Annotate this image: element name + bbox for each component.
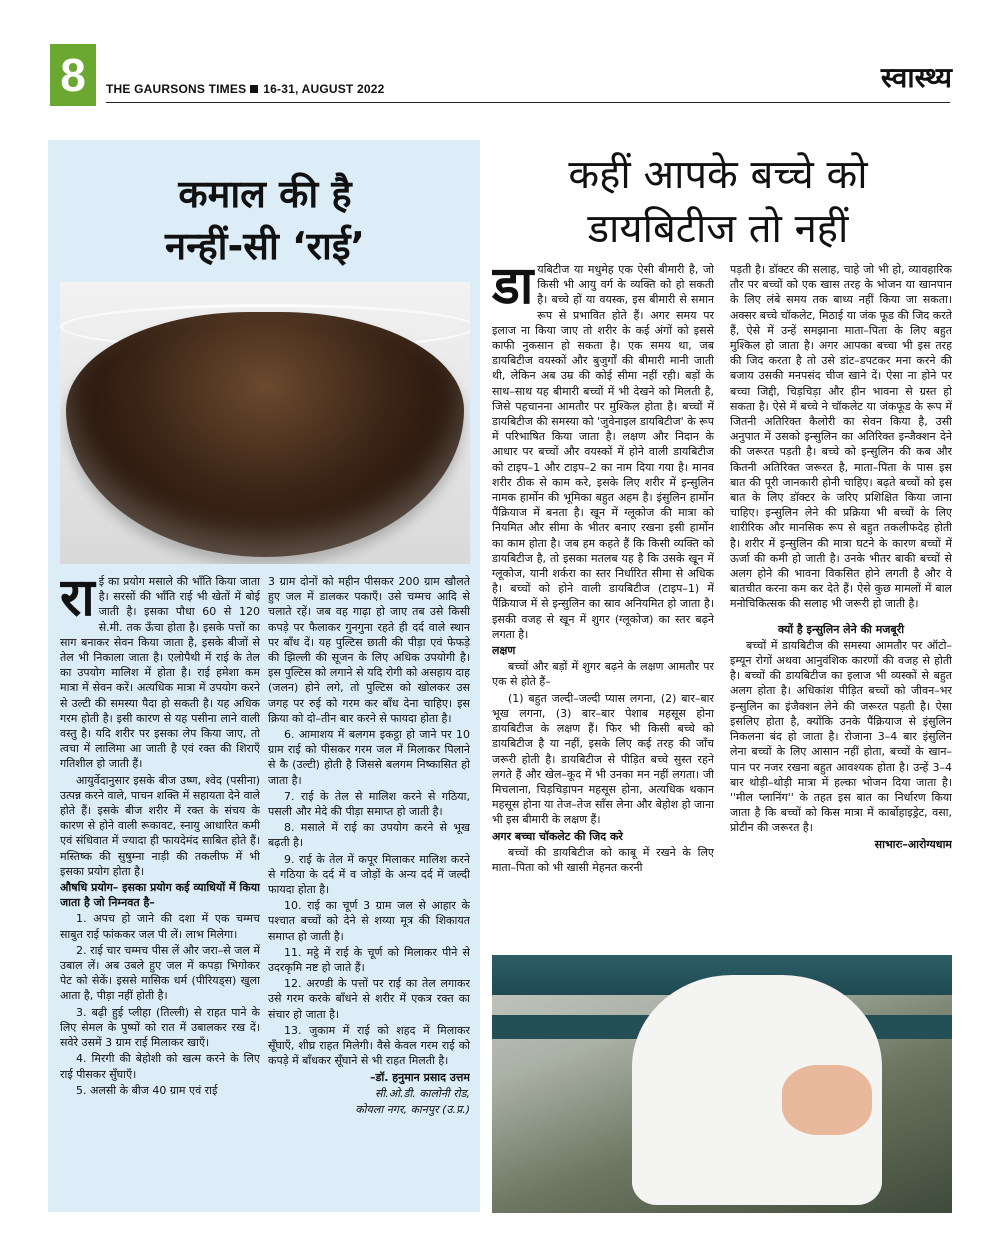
publication-name: THE GAURSONS TIMES	[106, 82, 247, 96]
list-item: 8. मसाले में राई का उपयोग करने से भूख बढ़ती है।	[268, 821, 470, 850]
list-item: 1. अपच हो जाने की दशा में एक चम्मच साबुत राई फांककर जल पी लें। लाभ मिलेगा।	[60, 912, 260, 941]
mustard-seeds-bowl-photo	[60, 282, 470, 564]
child-hand	[782, 1065, 872, 1135]
left-article-column-1	[60, 574, 260, 1204]
square-bullet-icon	[250, 85, 258, 93]
subhead: औषधि प्रयोग– इसका प्रयोग कई व्याधियों में किया जाता है जो निम्नवत है–	[60, 881, 260, 910]
para: बच्चों में डायबिटीज की समस्या आमतौर पर ऑटो–इम्यून रोगों अथवा आनुवंशिक कारणों की वजह से होती है। बच्चों की डायबिटीज का इलाज भी व्यस्कों से बहुत अलग होता है। अधिकांश पीड़ित बच्चों को जीवन–भर इन्सुलिन का इंजैक्शन लेने की जरूरत पड़ती है। ऐसा इसलिए होता है, क्योंकि उनके पैंक्रियाज से इंसुलिन निकलना बंद हो जाता है। रोजाना 3–4 बार इंसुलिन लेना बच्चों के लिए आसान नहीं होता, बच्चों के खान–पान पर नजर रखना बहुत आवश्यक होता है। उन्हें 3–4 बार थोड़ी–थोड़ी मात्रा में हल्का भोजन दिया जाता है। ''मील प्लानिंग'' के तहत इस बात का निर्धारण किया जाता है कि बच्चों को किस मात्रा में कार्बोहाइड्रेट, वसा, प्रोटीन की जरूरत है।	[730, 638, 952, 835]
para: (1) बहुत जल्दी–जल्दी प्यास लगना, (2) बार–बार भूख लगना, (3) बार–बार पेशाब महसूस होना डायबिटीज के लक्षण हैं। फिर भी किसी बच्चे को डायबिटीज है या नहीं, इसके लिए कई तरह की जाँच जरूरी होती है। डायबिटीज से पीड़ित बच्चे सुस्त रहने लगते हैं और खेल–कूद में भी उनका मन नहीं लगता। जी मिचलाना, चिड़चिड़ापन महसूस होना, अत्यधिक थकान महसूस होना या तेज–तेज साँस लेना और बेहोश हो जाना भी इस बीमारी के लक्षण हैं।	[492, 691, 714, 827]
list-item: 6. आमाशय में बलगम इकट्ठा हो जाने पर 10 ग्राम राई को पीसकर गरम जल में मिलाकर पिलाने से कै (उल्टी) होती है जिससे बलगम निष्कासित हो जाता है।	[268, 728, 470, 787]
page-number: 8	[50, 44, 96, 106]
author-address-2: कोयला नगर, कानपुर (उ.प्र.)	[355, 1102, 470, 1116]
list-item: 3. बढ़ी हुई प्लीहा (तिल्ली) से राहत पाने के लिए सेमल के पुष्पों को रात में उबालकर रख दें। सवेरे उसमें 3 ग्राम राई मिलाकर खाएँ।	[60, 1005, 260, 1050]
subhead: लक्षण	[492, 644, 516, 658]
right-headline-line2: डायबिटीज तो नहीं	[587, 206, 849, 252]
right-article-column-1	[492, 262, 714, 944]
author-name: –डॉ. हनुमान प्रसाद उत्तम	[370, 1070, 470, 1084]
left-headline-line1: कमाल की है	[178, 172, 352, 216]
right-headline-line1: कहीं आपके बच्चे को	[568, 152, 868, 198]
para: बच्चों की डायबिटीज को काबू में रखने के लिए माता–पिता को भी खासी मेहनत करनी	[492, 845, 714, 874]
issue-date: 16-31, AUGUST 2022	[263, 82, 385, 96]
para: राई का प्रयोग मसाले की भाँति किया जाता है। सरसों की भाँति राई भी खेतों में बोई जाती है। इसका पौधा 60 से 120 से.मी. तक ऊँचा होता है। इसके पत्तों का साग बनाकर सेवन किया जाता है, इसके बीजों से तेल भी निकाला जाता है। एलोपैथी में राई के तेल का उपयोग मालिश में होता है। राई हमेशा कम मात्रा में सेवन करें। अत्यधिक मात्रा में उपयोग करने से उल्टी की समस्या पैदा हो सकती है। यह अधिक गरम होती है। इसी कारण से यह पसीना लाने वाली वस्तु है। यदि शरीर पर इसका लेप किया जाए, तो त्वचा में लालिमा आ जाती है एवं रक्त की शिराएँ गतिशील हो जाती हैं।	[60, 574, 260, 771]
list-item: 10. राई का चूर्ण 3 ग्राम जल से आहार के पश्चात बच्चों को देने से शय्या मूत्र की शिकायत समाप्त हो जाती है।	[268, 899, 470, 943]
subhead: अगर बच्चा चॉकलेट की जिद करे	[492, 829, 623, 843]
dropcap: डा	[492, 262, 534, 316]
dropcap: रा	[60, 574, 95, 628]
list-item: 5. अलसी के बीज 40 ग्राम एवं राई	[76, 1083, 218, 1097]
list-item: 2. राई चार चम्मच पीस लें और जरा–से जल में उबाल लें। अब उबले हुए जल में कपड़ा भिगोकर पेट को सेकें। इससे मासिक धर्म (पीरियड्स) खुला आता है, पीड़ा नहीं होती है।	[60, 943, 260, 1003]
right-article-column-2	[730, 262, 952, 948]
para: 3 ग्राम दोनों को महीन पीसकर 200 ग्राम खौलते हुए जल में डालकर पकाएँ। उसे चम्मच आदि से चलाते रहें। जब वह गाढ़ा हो जाए तब उसे किसी कपड़े पर फैलाकर गुनगुना रहते ही दर्द वाले स्थान पर बाँध दें। यह पुल्टिस छाती की पीड़ा एवं फेफड़े की झिल्ली की सूजन के लिए अधिक उपयोगी है। इस पुल्टिस को लगाने से यदि रोगी को असहाय दाह (जलन) होने लगे, तो पुल्टिस को खोलकर उस जगह पर रुई को गरम कर बाँध देना चाहिए। इस क्रिया को दो–तीन बार करने से फायदा होता है।	[268, 575, 470, 725]
para: बच्चों और बड़ों में शुगर बढ़ने के लक्षण आमतौर पर एक से होते हैं–	[492, 660, 714, 689]
child-glucose-test-photo	[492, 955, 952, 1213]
left-headline-line2: नन्हीं-सी ‘राई’	[165, 224, 365, 268]
list-item: 13. जुकाम में राई को शहद में मिलाकर सूँघाएँ, शीघ्र राहत मिलेगी। वैसे केवल गरम राई को कपड़े में बाँधकर सूँघाने से भी राहत मिलती है।	[268, 1023, 470, 1068]
list-item: 7. राई के तेल से मालिश करने से गठिया, पसली और मेदे की पीड़ा समाप्त हो जाती है।	[268, 789, 470, 819]
subhead: क्यों है इन्सुलिन लेने की मजबूरी	[777, 622, 905, 636]
header-divider	[106, 102, 950, 103]
right-article-headline	[492, 148, 944, 256]
page-header	[0, 44, 1000, 114]
author-address-1: सी.ओ.डी. कालोनी रोड,	[374, 1086, 470, 1100]
credit: साभारः–आरोग्यधाम	[874, 837, 952, 851]
para: आयुर्वेदानुसार इसके बीज उष्ण, श्वेद (पसीना) उत्पन्न करने वाले, पाचन शक्ति में सहायता देने वाले होते हैं। इसके बीज शरीर में रक्त के संचय के कारण से होने वाली रूकावट, स्नायु आधारित कमी एवं संधिवात में ज्यादा ही फायदेमंद साबित होते हैं। मस्तिष्क की सुषुम्ना नाड़ी की तकलीफ में भी इसका प्रयोग होता है।	[60, 773, 260, 878]
left-article-column-2	[268, 574, 470, 1210]
masthead	[106, 82, 385, 96]
para: डायबिटीज या मधुमेह एक ऐसी बीमारी है, जो किसी भी आयु वर्ग के व्यक्ति को हो सकती है। बच्चे हों या वयस्क, इस बीमारी से समान रूप से प्रभावित होते हैं। अगर समय पर इलाज ना किया जाए तो शरीर के कई अंगों को इससे काफी नुकसान हो सकता है। एक समय था, जब डायबिटीज वयस्कों और बुजुर्गों की बीमारी मानी जाती थी, लेकिन अब उम्र की कोई सीमा नहीं रही। बड़ों के साथ–साथ यह बीमारी बच्चों में भी देखने को मिलती है, जिसे पहचानना आमतौर पर मुश्किल होता है। बच्चों में डायबिटीज की समस्या को 'जुवेनाइल डायबिटीज' के रूप में परिभाषित किया जाता है। लक्षण और निदान के आधार पर बच्चों और वयस्कों में होने वाली डायबिटीज को टाइप–1 और टाइप–2 का नाम दिया गया है। मानव शरीर ठीक से काम करे, इसके लिए शरीर में इन्सुलिन नामक हार्मोन की भूमिका बहुत अहम है। इंसुलिन हार्मोन पैंक्रियाज में बनता है। खून में ग्लूकोज की मात्रा को नियमित और सीमा के भीतर बनाए रखना इसी हार्मोन का काम होता है। जब हम कहते हैं कि किसी व्यक्ति को डायबिटीज है, तो इसका मतलब यह है कि उसके खून में ग्लूकोज, यानी शर्करा का स्तर निर्धारित सीमा से अधिक है। बच्चों को होने वाली डायबिटीज (टाइप–1) में पैंक्रियाज में से इन्सुलिन का स्राव अनियमित हो जाता है। इसकी वजह से खून में शुगर (ग्लूकोज) का स्तर बढ़ने लगता है।	[492, 262, 714, 641]
left-article-headline	[60, 168, 470, 272]
list-item: 11. मट्ठे में राई के चूर्ण को मिलाकर पीने से उदरकृमि नष्ट हो जाते हैं।	[268, 945, 470, 975]
list-item: 9. राई के तेल में कपूर मिलाकर मालिश करने से गठिया के दर्द में व जोड़ों के अन्य दर्द में जल्दी फायदा होता है।	[268, 852, 470, 897]
section-title: स्वास्थ्य	[880, 61, 952, 94]
list-item: 12. अरण्डी के पत्तों पर राई का तेल लगाकर उसे गरम करके बाँधने से शरीर में एकत्र रक्त का संचार हो जाता है।	[268, 977, 470, 1021]
para: पड़ती है। डॉक्टर की सलाह, चाहे जो भी हो, व्यावहारिक तौर पर बच्चों को एक खास तरह के भोजन या खानपान के लिए लंबे समय तक बाध्य नहीं किया जा सकता। अक्सर बच्चे चॉकलेट, मिठाई या जंक फूड की जिद करते हैं, ऐसे में उन्हें समझाना माता–पिता के लिए बहुत मुश्किल हो जाता है। अगर आपका बच्चा भी इस तरह की जिद करता है तो उसे डांट–डपटकर मना करने की बजाय उसकी मनपसंद चीज खाने दें। ऐसा ना होने पर बच्चा जिद्दी, चिड़चिड़ा और हीन भावना से ग्रस्त हो सकता है। ऐसे में बच्चे ने चॉकलेट या जंकफूड के रूप में जितनी अतिरिक्त कैलोरी का सेवन किया है, उसी अनुपात में उसको इन्सुलिन का अतिरिक्त इन्जैक्शन देने की जरूरत पड़ती है। बच्चे को इन्सुलिन की कब और कितनी अतिरिक्त जरूरत है, माता–पिता के पास इस बात की पूरी जानकारी होनी चाहिए। बढ़ते बच्चों को इस बात के लिए डॉक्टर के जरिए प्रशिक्षित किया जाना चाहिए। इन्सुलिन लेने की प्रक्रिया भी बच्चों के लिए शारीरिक और मानसिक रूप से बहुत तकलीफदेह होती है। शरीर में इन्सुलिन की मात्रा घटने के कारण बच्चों में ऊर्जा की कमी हो जाती है। उनके भीतर बाकी बच्चों से अलग होने की भावना विकसित होने लगती है और वे बातचीत करना कम कर देते हैं। ऐसे कुछ मामलों में बाल मनोचिकित्सक की सलाह भी जरूरी हो जाती है।	[730, 263, 952, 611]
list-item: 4. मिरगी की बेहोशी को खत्म करने के लिए राई पीसकर सुँघाएँ।	[60, 1052, 260, 1081]
seed-heap	[66, 312, 464, 557]
